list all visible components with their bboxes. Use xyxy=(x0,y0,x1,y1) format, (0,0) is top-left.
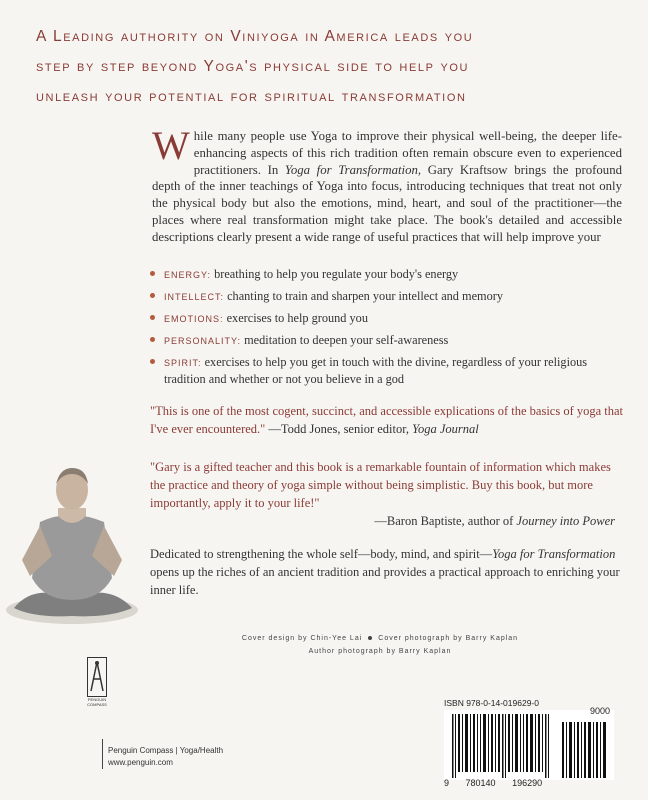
practice-list xyxy=(150,266,620,392)
closing-text-b: opens up the riches of an ancient tradition and provides a practical approach to enriching your inner life. xyxy=(150,565,620,597)
logo-line-1: PENGUIN xyxy=(87,697,107,702)
list-item-key: PERSONALITY: xyxy=(164,336,242,346)
bullet-dot-icon xyxy=(150,337,155,342)
closing-text-a: Dedicated to strengthening the whole self—body, mind, and spirit— xyxy=(150,547,493,561)
headline-line-1: A Leading authority on Viniyoga in America leads you xyxy=(36,28,474,45)
cover-photo-credit: Cover photograph by Barry Kaplan xyxy=(378,635,519,642)
list-item-key: SPIRIT: xyxy=(164,358,202,368)
headline xyxy=(36,22,636,112)
intro-paragraph xyxy=(152,123,623,246)
list-item xyxy=(150,310,620,327)
barcode-lead-digit: 9 xyxy=(444,778,450,788)
attribution-publication: Journey into Power xyxy=(516,514,615,528)
headline-line-3: unleash your potential for spiritual transformation xyxy=(36,88,467,105)
bullet-dot-icon xyxy=(150,271,155,276)
list-item xyxy=(150,266,620,283)
list-item-text: exercises to help ground you xyxy=(226,311,368,325)
separator-dot-icon xyxy=(368,636,372,640)
closing-book-title: Yoga for Transformation xyxy=(492,547,616,561)
attribution-text: —Baron Baptiste, author of xyxy=(374,514,517,528)
list-item-text: breathing to help you regulate your body's energy xyxy=(214,267,459,281)
list-item xyxy=(150,354,620,387)
intro-book-title: Yoga for Transformation xyxy=(284,162,418,177)
barcode-addon-digits: 9000 xyxy=(590,706,611,716)
bullet-dot-icon xyxy=(150,315,155,320)
list-item-key: ENERGY: xyxy=(164,270,212,280)
imprint-category: Penguin Compass | Yoga/Health xyxy=(108,746,224,755)
attribution-text: —Todd Jones, senior editor, xyxy=(268,422,413,436)
author-photo-credit: Author photograph by Barry Kaplan xyxy=(308,648,452,655)
author-photo xyxy=(0,460,140,625)
publisher-url: www.penguin.com xyxy=(108,758,173,767)
testimonial-2-text: "Gary is a gifted teacher and this book is a remarkable fountain of information which makes the practice and theory of yoga simple without being simplistic. Buy this book, but more importantly, apply it to your life!" xyxy=(150,460,611,510)
testimonial-1 xyxy=(150,402,625,438)
testimonial-2 xyxy=(150,458,625,530)
list-item xyxy=(150,332,620,349)
imprint-footer xyxy=(108,745,223,769)
barcode-group-2: 196290 xyxy=(512,778,543,788)
drop-cap: W xyxy=(152,123,190,168)
testimonial-1-attribution xyxy=(268,422,478,436)
bullet-dot-icon xyxy=(150,293,155,298)
closing-paragraph xyxy=(150,545,625,599)
list-item-key: INTELLECT: xyxy=(164,292,225,302)
logo-text xyxy=(87,697,107,707)
intro-text-b: , Gary Kraftsow brings the profound depth of the inner teachings of Yoga into focus, introducing techniques that treat not only the physical body but also the emotions, mind, heart, and soul of the practitioner—the places where real transformation might take place. The book's detailed and accessible descriptions clearly present a wide range of useful practices that will help improve your xyxy=(152,162,623,244)
barcode xyxy=(444,710,614,780)
attribution-publication: Yoga Journal xyxy=(412,422,479,436)
credits-line-1 xyxy=(150,632,610,645)
list-item-text: exercises to help you get in touch with the divine, regardless of your religious tradition and whether or not you believe in a god xyxy=(164,355,588,386)
intro-text-a: hile many people use Yoga to improve their physical well-being, the deeper life-enhancing aspects of this rich tradition often remain obscure even to experienced practitioners. In xyxy=(193,129,622,177)
list-item-text: meditation to deepen your self-awareness xyxy=(244,333,449,347)
list-item-text: chanting to train and sharpen your intellect and memory xyxy=(227,289,504,303)
isbn-label: ISBN 978-0-14-019629-0 xyxy=(444,698,539,708)
testimonial-1-text: "This is one of the most cogent, succinct, and accessible explications of the basics of yoga that I've ever encountered." xyxy=(150,404,624,436)
penguin-compass-logo xyxy=(87,657,107,713)
credits xyxy=(150,632,610,658)
headline-line-2: step by step beyond Yoga's physical side to help you xyxy=(36,58,470,75)
bullet-dot-icon xyxy=(150,359,155,364)
footer-rule xyxy=(102,739,103,769)
list-item xyxy=(150,288,620,305)
barcode-group-1: 780140 xyxy=(465,778,496,788)
list-item-key: EMOTIONS: xyxy=(164,314,224,324)
barcode-digits xyxy=(444,778,542,788)
compass-icon xyxy=(87,657,107,697)
testimonial-2-attribution xyxy=(150,512,625,530)
logo-line-2: COMPASS xyxy=(87,702,107,707)
cover-design-credit: Cover design by Chin-Yee Lai xyxy=(241,635,363,642)
